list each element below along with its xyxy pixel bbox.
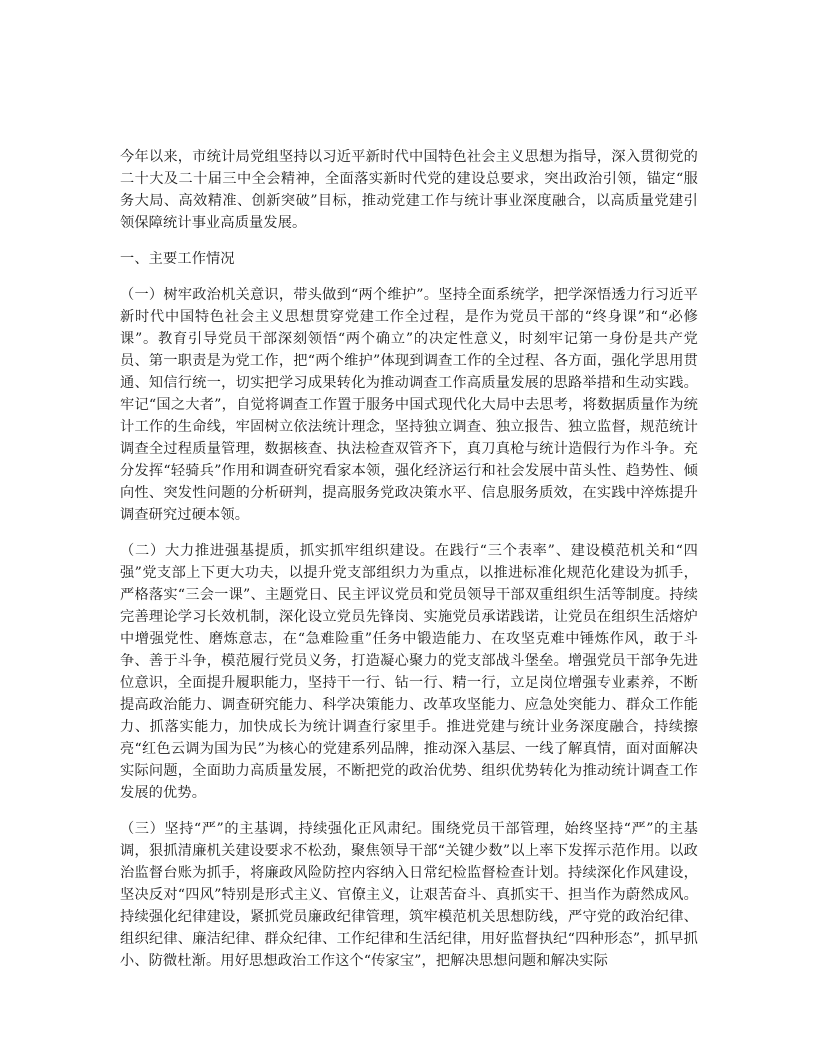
intro-paragraph: 今年以来，市统计局党组坚持以习近平新时代中国特色社会主义思想为指导，深入贯彻党的二十大及二十届三中全会精神，全面落实新时代党的建设总要求，突出政治引领，锚定“服务大局、高效精准、创新突破”目标，推动党建工作与统计事业深度融合，以高质量党建引领保障统计事业高质量发展。 (120, 149, 698, 231)
section-heading: 一、主要工作情况 (120, 251, 235, 267)
paragraph-political-awareness: （一）树牢政治机关意识，带头做到“两个维护”。坚持全面系统学，把学深悟透力行习近平新时代中国特色社会主义思想贯穿党建工作全过程，是作为党员干部的“终身课”和“必修课”。教育引导党员干部深刻领悟“两个确立”的决定性意义，时刻牢记第一身份是共产党员、第一职责是为党工作，把“两个维护”体现到调查工作的全过程、各方面，强化学思用贯通、知信行统一，切实把学习成果转化为推动调查工作高质量发展的思路举措和生动实践。牢记“国之大者”，自觉将调查工作置于服务中国式现代化大局中去思考，将数据质量作为统计工作的生命线，牢固树立依法统计理念，坚持独立调查、独立报告、独立监督，规范统计调查全过程质量管理，数据核查、执法检查双管齐下，真刀真枪与统计造假行为作斗争。充分发挥“轻骑兵”作用和调查研究看家本领，强化经济运行和社会发展中苗头性、趋势性、倾向性、突发性问题的分析研判，提高服务党政决策水平、信息服务质效，在实践中淬炼提升调查研究过硬本领。 (120, 287, 698, 523)
paragraph-organization-building: （二）大力推进强基提质，抓实抓牢组织建设。在践行“三个表率”、建设模范机关和“四强”党支部上下更大功夫，以提升党支部组织力为重点，以推进标准化规范化建设为抓手，严格落实“三会一课”、主题党日、民主评议党员和党员领导干部双重组织生活等制度。持续完善理论学习长效机制，深化设立党员先锋岗、实施党员承诺践诺，让党员在组织生活熔炉中增强党性、磨炼意志，在“急难险重”任务中锻造能力、在攻坚克难中锤炼作风，敢于斗争、善于斗争，模范履行党员义务，打造凝心聚力的党支部战斗堡垒。增强党员干部争先进位意识，全面提升履职能力，坚持干一行、钻一行、精一行，立足岗位增强专业素养，不断提高政治能力、调查研究能力、科学决策能力、改革攻坚能力、应急处突能力、群众工作能力、抓落实能力，加快成长为统计调查行家里手。推进党建与统计业务深度融合，持续擦亮“红色云调为国为民”为核心的党建系列品牌，推动深入基层、一线了解真情，面对面解决实际问题，全面助力高质量发展，不断把党的政治优势、组织优势转化为推动统计调查工作发展的优势。 (120, 543, 698, 801)
document-body (120, 146, 698, 972)
paragraph-discipline: （三）坚持“严”的主基调，持续强化正风肃纪。围绕党员干部管理，始终坚持“严”的主基调，狠抓清廉机关建设要求不松劲，聚焦领导干部“关键少数”以上率下发挥示范作用。以政治监督台账为抓手，将廉政风险防控内容纳入日常纪检监督检查计划。持续深化作风建设，坚决反对“四风”特别是形式主义、官僚主义，让艰苦奋斗、真抓实干、担当作为蔚然成风。持续强化纪律建设，紧抓党员廉政纪律管理，筑牢模范机关思想防线，严守党的政治纪律、组织纪律、廉洁纪律、群众纪律、工作纪律和生活纪律，用好监督执纪“四种形态”，抓早抓小、防微杜渐。用好思想政治工作这个“传家宝”，把解决思想问题和解决实际 (120, 821, 698, 969)
